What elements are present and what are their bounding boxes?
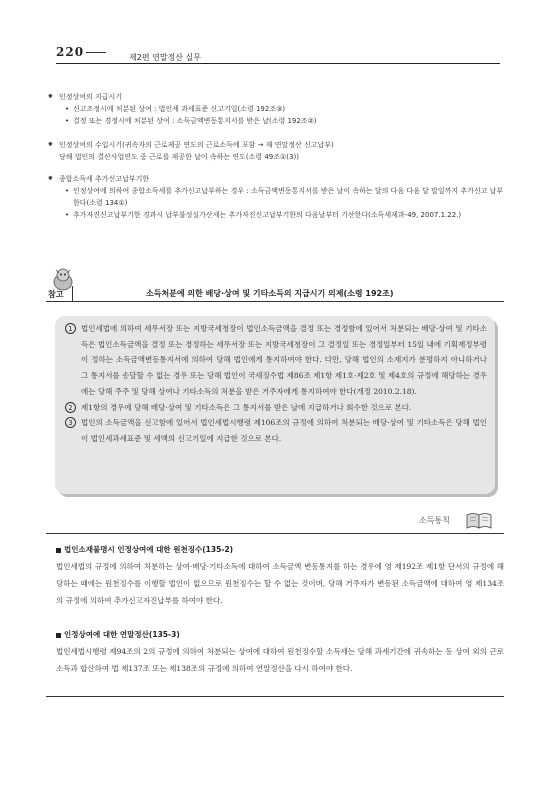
section-text: 당해 법인의 결산사업연도 중 근로를 제공한 날이 속하는 연도(소령 49조①(3)) xyxy=(59,153,299,161)
section-heading: ⁕ 인정상여의 수입시기(귀속자의 근로제공 연도의 근로소득에 포함 → 재 연말정산 신고납부) xyxy=(47,140,334,149)
tongchik-label: 소득통칙 xyxy=(419,516,450,525)
reference-title: 소득처분에 의한 배당·상여 및 기타소득의 지급시기 의제(소령 192조) xyxy=(146,289,394,298)
bullet-item: • 인정상여에 의하여 종합소득세를 추가신고납부하는 경우 : 소득금액변동통지서를 받은 날이 속하는 달의 다음 다음 달 말일까지 추가신고 납부한다(소령 134①) xyxy=(65,187,504,207)
tongchik-rule xyxy=(46,533,504,534)
article-heading: 인정상여에 대한 연말정산(135-3) xyxy=(56,626,504,643)
bullet-item: • 추가자진신고납부기한 경과시 납부불성실가산세는 추가자진신고납부기한의 다음날부터 기산한다(소득세제과-49, 2007.1.22.) xyxy=(65,211,462,219)
reference-label: 참고 xyxy=(48,290,64,299)
reference-items xyxy=(65,321,487,447)
bullet-item: • 신고조정시에 처분된 상여 : 법인세 과세표준 신고기일(소령 192조③) xyxy=(65,105,286,113)
article-body: 법인세법시행령 제94조의 2의 규정에 의하여 처분되는 상여에 대하여 원천징수할 소득세는 당해 과세기간에 귀속하는 동 상여 외의 근로소득과 합산하여 법 제137조 또는 제138조의 규정에 의하여 연말정산을 다시 하여야 한다. xyxy=(56,647,504,673)
section-income-timing xyxy=(47,139,507,163)
header-rule xyxy=(56,63,500,64)
circled-number: 2 xyxy=(65,402,76,413)
bottom-rule xyxy=(46,696,504,697)
article-135-2 xyxy=(56,541,504,609)
asterisk-mark: ⁕ xyxy=(47,92,54,101)
circled-number: 3 xyxy=(65,417,76,428)
page-header xyxy=(56,45,500,67)
section-payment-timing xyxy=(47,91,507,127)
section-heading: ⁕ 인정상여의 지급시기 xyxy=(47,92,123,101)
square-bullet-icon xyxy=(56,633,61,638)
open-book-icon xyxy=(466,511,492,529)
chapter-title: 제2편 연말정산 실무 xyxy=(129,53,201,62)
asterisk-mark: ⁕ xyxy=(47,140,54,149)
square-bullet-icon xyxy=(56,548,61,553)
article-body: 법인세법의 규정에 의하여 처분하는 상여·배당·기타소득에 대하여 소득금액 변동통지를 하는 경우에 영 제192조 제1항 단서의 규정에 해당하는 때에는 원천징수를 이행할 법인이 없으므로 원천징수는 할 수 없는 것이며, 당해 거주자가 변동된 소득금액에 대하여 영 제134조의 규정에 의하여 추가신고자진납부를 하여야 한다. xyxy=(56,562,504,605)
reference-item: 2 제1항의 경우에 당해 배당·상여 및 기타소득은 그 통지서를 받은 날에 지급하거나 회수한 것으로 본다. xyxy=(65,400,487,416)
circled-number: 1 xyxy=(65,323,76,334)
reference-item: 3 법인의 소득금액을 신고함에 있어서 법인세법시행령 제106조의 규정에 의하여 처분되는 배당·상여 및 기타소득은 당해 법인이 법인세과세표준 및 세액의 신고기일에 지급한 것으로 본다. xyxy=(65,415,487,446)
article-heading: 법인소재불명시 인정상여에 대한 원천징수(135-2) xyxy=(56,541,504,558)
page-number: 220 xyxy=(56,45,85,59)
section-heading: ⁕ 종합소득세 추가신고납부기한 xyxy=(47,174,150,183)
reference-item: 1 법인세법에 의하여 세무서장 또는 지방국세청장이 법인소득금액을 결정 또는 경정함에 있어서 처분되는 배당·상여 및 기타소득은 법인소득금액을 결정 또는 경정하는 세무서장 또는 지방국세청장이 그 결정일 또는 경정일부터 15일 내에 기획재정부령이 정하는 소득금액변동통지서에 의하여 당해 법인에게 통지하여야 한다. 다만, 당해 법인의 소재지가 분명하지 아니하거나 그 통지서를 송달할 수 없는 경우 또는 당해 법인이 국세징수법 제86조 제1항 제1호·제2호 및 제4호의 규정에 해당하는 경우에는 당해 주주 및 당해 상여나 기타소득의 처분을 받은 거주자에게 통지하여야 한다(개정 2010.2.18). xyxy=(65,321,487,400)
asterisk-mark: ⁕ xyxy=(47,174,54,183)
article-135-3 xyxy=(56,626,504,677)
reference-label-divider xyxy=(72,286,73,301)
header-short-rule xyxy=(86,52,106,53)
reference-rule xyxy=(46,301,504,302)
section-filing-deadline xyxy=(47,173,507,221)
bullet-item: • 결정 또는 경정시에 처분된 상여 : 소득금액변동통지서를 받은 날(소령 192조②) xyxy=(65,117,317,125)
